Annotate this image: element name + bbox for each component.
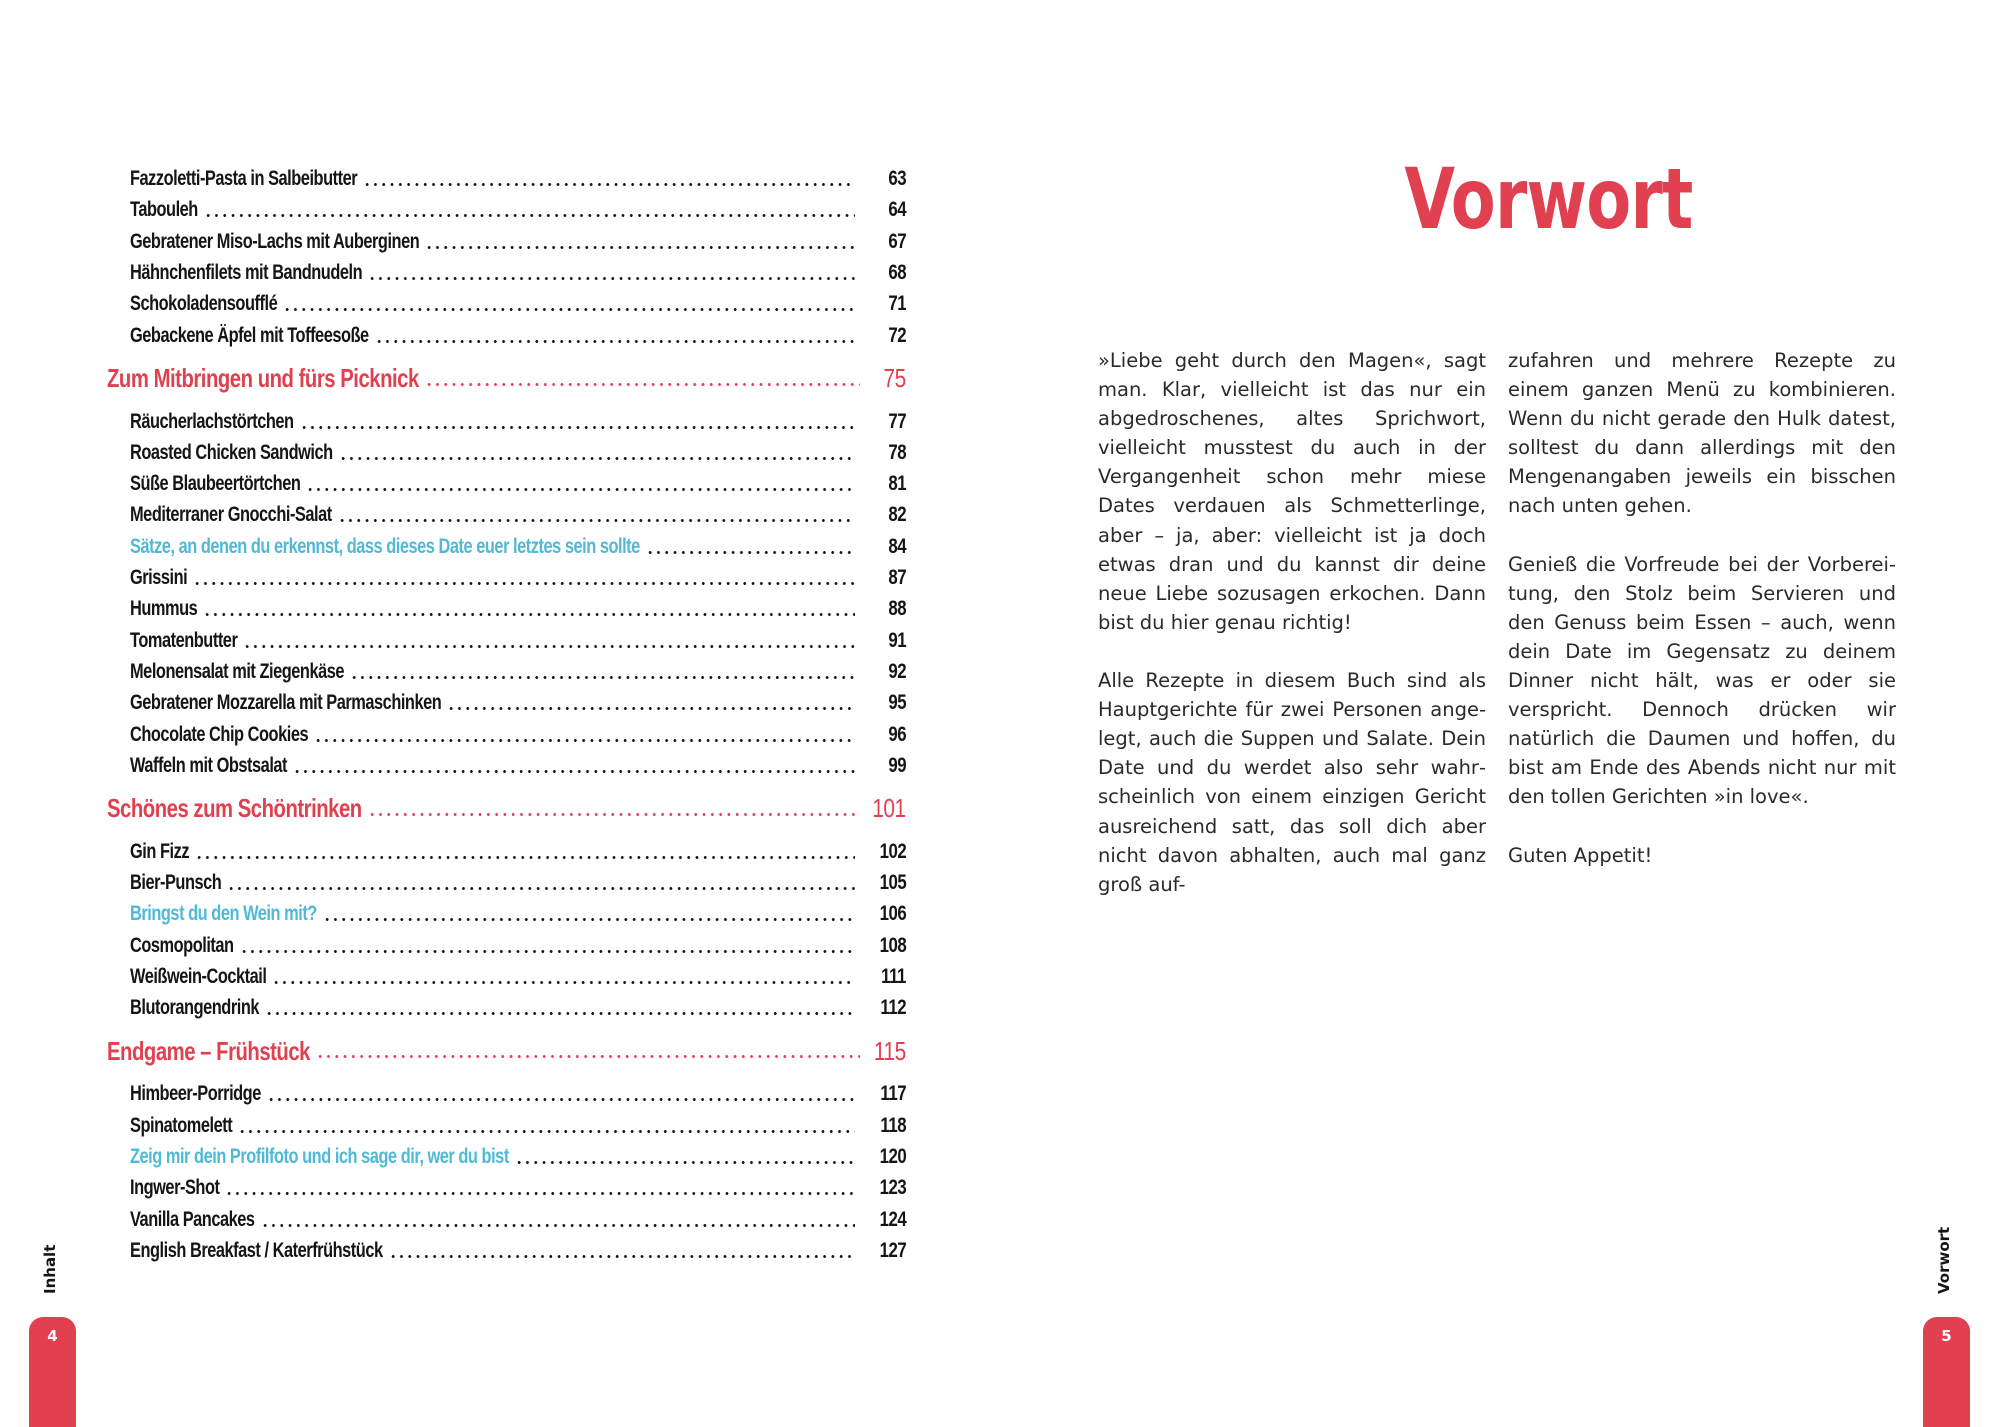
toc-entry-title: Spinatomelett — [130, 1113, 233, 1137]
toc-entry-title: Gebackene Äpfel mit Toffeesoße — [130, 323, 369, 347]
toc-entry-title: Weißwein-Cocktail — [130, 965, 267, 988]
dot-leader — [195, 856, 855, 859]
toc-entry[interactable] — [130, 931, 906, 961]
dot-leader — [368, 813, 860, 816]
dot-leader — [293, 770, 855, 773]
paragraph: »Liebe geht durch den Magen«, sagt man. Klar, vielleicht ist das nur ein abgedroschenes, altes Sprichwort, vielleicht musstest du auch in der Vergangenheit schon mehr miese Dates verdauen als Schmetterlinge, aber – ja, aber: vielleicht ist ja doch etwas dran und du kannst dir deine neue Liebe sozusagen erkochen. Dann bist du hier genau richtig! — [1098, 349, 1486, 634]
toc-entry-title: Schokoladensoufflé — [130, 292, 278, 316]
toc-entry[interactable] — [130, 1142, 906, 1172]
toc-entry-title: Süße Blaubeertörtchen — [130, 472, 301, 496]
toc-entry[interactable] — [130, 469, 906, 499]
toc-entry-title: Roasted Chicken Sandwich — [130, 440, 333, 464]
toc-page-number: 87 — [888, 566, 906, 589]
dot-leader — [240, 950, 855, 953]
dot-leader — [323, 918, 855, 921]
toc-entry-title: Gin Fizz — [130, 839, 190, 863]
paragraph: Alle Rezepte in diesem Buch sind als Hauptgerichte für zwei Personen angelegt, auch die Suppen und Salate. Dein Date und du werdet also sehr wahrscheinlich von einem einzigen Gericht ausreichend satt, das soll dich aber nicht davon abhalten, auch mal ganz groß auf- — [1098, 669, 1486, 896]
toc-entry[interactable] — [130, 195, 906, 225]
text-column-1 — [1098, 346, 1486, 928]
dot-leader — [515, 1161, 855, 1164]
dot-leader — [272, 981, 855, 984]
toc-entry[interactable] — [130, 657, 906, 687]
toc-entry-title: Gebratener Mozzarella mit Parmaschinken — [130, 691, 442, 715]
toc-entry-title: Bier-Punsch — [130, 871, 222, 895]
toc-page-number: 71 — [888, 292, 906, 316]
dot-leader — [238, 1130, 855, 1133]
toc-page-number: 124 — [879, 1207, 906, 1231]
toc-entry-title: English Breakfast / Katerfrühstück — [130, 1238, 383, 1262]
toc-entry[interactable] — [130, 868, 906, 898]
toc-page-number: 118 — [880, 1113, 906, 1137]
toc-section-header[interactable] — [107, 1036, 906, 1066]
dot-leader — [261, 1224, 855, 1227]
dot-leader — [204, 214, 855, 217]
toc-entry-title: Sätze, an denen du erkennst, dass dieses Date euer letztes sein sollte — [130, 534, 640, 558]
toc-section-header[interactable] — [107, 364, 906, 394]
toc-page-number: 106 — [879, 902, 906, 926]
section-tab-label: Inhalt — [41, 1244, 59, 1294]
dot-leader — [425, 383, 860, 386]
toc-page-number: 95 — [888, 691, 906, 715]
dot-leader — [375, 340, 855, 343]
toc-entry-title: Himbeer-Porridge — [130, 1082, 261, 1106]
dot-leader — [227, 887, 855, 890]
toc-entry-title: Melonensalat mit Ziegenkäse — [130, 659, 345, 683]
toc-entry[interactable] — [130, 164, 906, 194]
toc-entry-title: Vanilla Pancakes — [130, 1207, 255, 1231]
toc-entry-title: Tabouleh — [130, 198, 198, 222]
toc-page-number: 123 — [879, 1176, 906, 1200]
page-number: 4 — [47, 1327, 58, 1345]
toc-entry[interactable] — [130, 407, 906, 437]
dot-leader — [339, 457, 855, 460]
paragraph: zufahren und mehrere Rezepte zu einem ganzen Menü zu kombinieren. Wenn du nicht gerade den Hulk datest, solltest du dann allerdings mit den Mengenangaben jeweils ein bisschen nach unten gehen. — [1508, 349, 1896, 518]
dot-leader — [203, 613, 855, 616]
toc-entry-title: Blutorangendrink — [130, 996, 260, 1020]
toc-entry[interactable] — [130, 1111, 906, 1141]
dot-leader — [243, 645, 855, 648]
toc-entry[interactable] — [130, 626, 906, 656]
toc-entry[interactable] — [130, 1173, 906, 1203]
toc-page-number: 63 — [888, 167, 906, 190]
toc-page-number: 102 — [879, 839, 906, 863]
toc-page-number: 64 — [888, 198, 906, 222]
dot-leader — [363, 183, 855, 186]
toc-page-number: 92 — [888, 659, 906, 683]
toc-page-number: 101 — [872, 793, 906, 824]
toc-page-number: 108 — [879, 933, 906, 957]
text-column-2 — [1508, 346, 1896, 899]
dot-leader — [447, 707, 855, 710]
toc-entry-title: Ingwer-Shot — [130, 1176, 220, 1200]
toc-page-number: 67 — [888, 229, 906, 253]
dot-leader — [314, 739, 855, 742]
toc-entry[interactable] — [130, 438, 906, 468]
closing-line: Guten Appetit! — [1508, 843, 1653, 867]
dot-leader — [368, 277, 855, 280]
toc-page-number: 84 — [888, 534, 906, 558]
toc-page-number: 99 — [888, 753, 906, 777]
toc-entry[interactable] — [130, 289, 906, 319]
toc-entry-title: Hummus — [130, 597, 198, 621]
toc-entry[interactable] — [130, 321, 906, 351]
toc-entry-title: Grissini — [130, 566, 188, 589]
toc-entry-title: Bringst du den Wein mit? — [130, 902, 317, 926]
toc-entry[interactable] — [130, 688, 906, 718]
toc-entry[interactable] — [130, 837, 906, 867]
toc-page-number: 77 — [888, 409, 906, 433]
toc-page-number: 112 — [880, 996, 906, 1020]
page-number: 5 — [1941, 1327, 1952, 1345]
toc-entry[interactable] — [130, 993, 906, 1023]
dot-leader — [225, 1192, 855, 1195]
toc-page-number: 78 — [888, 440, 906, 464]
toc-page-number: 68 — [888, 260, 906, 284]
toc-page-number: 117 — [880, 1082, 906, 1106]
toc-entry-title: Mediterraner Gnocchi-Salat — [130, 503, 332, 527]
toc-entry-title: Tomatenbutter — [130, 628, 238, 652]
dot-leader — [389, 1255, 855, 1258]
toc-entry[interactable] — [130, 1236, 906, 1266]
toc-entry[interactable] — [130, 751, 906, 781]
dot-leader — [267, 1098, 855, 1101]
toc-page-number: 111 — [881, 965, 906, 988]
toc-entry[interactable] — [130, 563, 906, 593]
toc-entry-title: Chocolate Chip Cookies — [130, 722, 309, 746]
dot-leader — [425, 246, 855, 249]
toc-page-number: 72 — [888, 323, 906, 347]
section-tab-label: Vorwort — [1935, 1226, 1953, 1294]
toc-entry-title: Zeig mir dein Profilfoto und ich sage dir, wer du bist — [130, 1144, 509, 1168]
toc-entry[interactable] — [130, 899, 906, 929]
paragraph: Genieß die Vorfreude bei der Vorbereitung, den Stolz beim Servieren und den Genuss beim Essen – auch, wenn dein Date im Gegensatz zu deinem Dinner nicht hält, was er oder sie verspricht. Dennoch drücken wir natürlich die Daumen und hoffen, du bist am Ende des Abends nicht nur mit den tollen Gerichten »in love«. — [1508, 552, 1896, 809]
page-title: Vorwort — [1404, 150, 1693, 248]
toc-page-number: 96 — [888, 722, 906, 746]
toc-page-number: 81 — [888, 472, 906, 496]
toc-section-header[interactable] — [107, 794, 906, 824]
dot-leader — [350, 676, 855, 679]
toc-page-number: 75 — [883, 363, 906, 393]
dot-leader — [193, 582, 855, 585]
toc-page-number: 120 — [879, 1144, 906, 1168]
toc-page-number: 82 — [888, 503, 906, 527]
dot-leader — [300, 426, 855, 429]
toc-entry[interactable] — [130, 532, 906, 562]
dot-leader — [316, 1055, 860, 1058]
toc-entry-title: Schönes zum Schöntrinken — [107, 793, 362, 824]
dot-leader — [338, 519, 855, 522]
toc-page-number: 105 — [879, 871, 906, 895]
toc-entry[interactable] — [130, 1205, 906, 1235]
right-page — [1000, 0, 2000, 1411]
toc-entry[interactable] — [130, 1079, 906, 1109]
toc-entry-title: Fazzoletti-Pasta in Salbeibutter — [130, 167, 358, 190]
toc-page-number: 88 — [888, 597, 906, 621]
toc-entry[interactable] — [130, 594, 906, 624]
toc-entry[interactable] — [130, 720, 906, 750]
left-page — [0, 0, 1000, 1411]
toc-page-number: 115 — [874, 1035, 906, 1066]
dot-leader — [265, 1012, 855, 1015]
toc-entry-title: Endgame – Frühstück — [107, 1035, 310, 1066]
dot-leader — [646, 551, 855, 554]
toc-entry-title: Zum Mitbringen und fürs Picknick — [107, 363, 419, 393]
toc-entry[interactable] — [130, 227, 906, 257]
toc-entry-title: Waffeln mit Obstsalat — [130, 753, 288, 777]
toc-entry[interactable] — [130, 962, 906, 992]
dot-leader — [283, 308, 855, 311]
toc-entry-title: Gebratener Miso-Lachs mit Auberginen — [130, 229, 420, 253]
toc-entry[interactable] — [130, 258, 906, 288]
toc-page-number: 127 — [879, 1238, 906, 1262]
toc-entry[interactable] — [130, 500, 906, 530]
dot-leader — [306, 488, 855, 491]
toc-entry-title: Hähnchenfilets mit Bandnudeln — [130, 260, 363, 284]
toc-entry-title: Cosmopolitan — [130, 933, 234, 957]
toc-page-number: 91 — [888, 628, 906, 652]
toc-entry-title: Räucherlachstörtchen — [130, 409, 294, 433]
